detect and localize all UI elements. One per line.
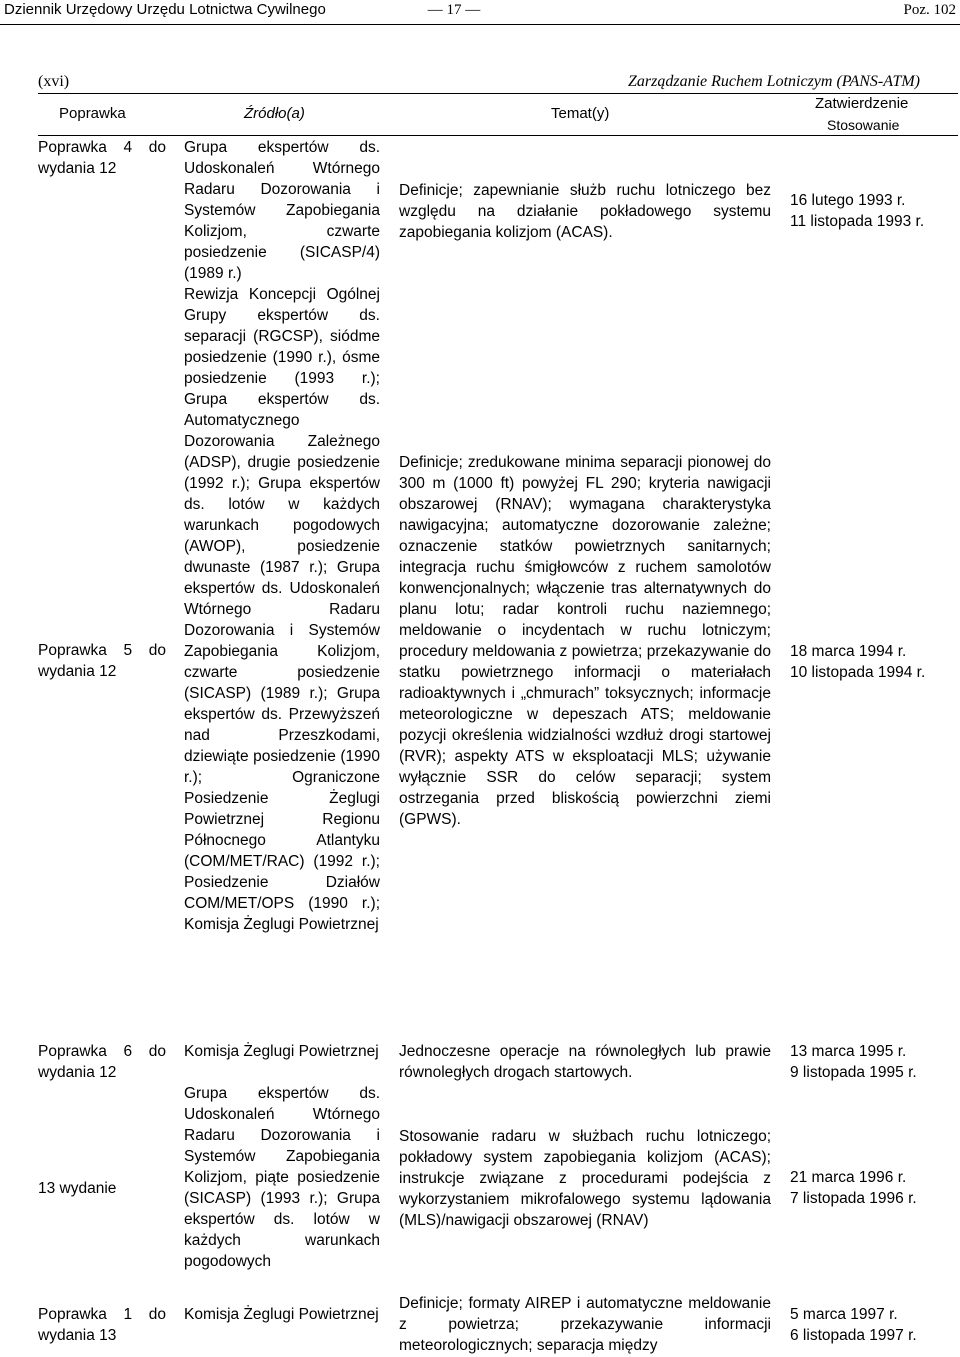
header-rule — [0, 24, 960, 25]
table-row-approved: 5 marca 1997 r. — [790, 1306, 898, 1323]
column-header-temat: Temat(y) — [551, 105, 610, 122]
column-header-poprawka: Poprawka — [59, 105, 126, 122]
table-row-approved: 21 marca 1996 r. — [790, 1169, 907, 1186]
running-header-page: — 17 — — [427, 2, 481, 18]
table-row-subject: Stosowanie radaru w służbach ruchu lotniczego; pokładowy system zapobiegania kolizjom (ACAS); instrukcje związane z procedurami podejścia z wykorzystaniem mikrofalowego systemu lądowania (MLS)/nawigacji obszarowej (RNAV) — [399, 1128, 771, 1229]
running-header-position: Poz. 102 — [903, 2, 956, 18]
table-row-applicable: 9 listopada 1995 r. — [790, 1064, 917, 1081]
section-title: Zarządzanie Ruchem Lotniczym (PANS-ATM) — [628, 73, 920, 90]
table-row-source: Grupa ekspertów ds. Udoskonaleń Wtórnego Radaru Dozorowania i Systemów Zapobiegania Kolizjom, czwarte posiedzenie (SICASP/4) (1989 r.) — [184, 139, 380, 282]
running-header-left: Dziennik Urzędowy Urzędu Lotnictwa Cywilnego — [4, 1, 326, 18]
column-header-zrodlo: Źródło(a) — [244, 105, 305, 122]
table-row-applicable: 6 listopada 1997 r. — [790, 1327, 917, 1344]
column-header-stosowanie: Stosowanie — [827, 117, 900, 133]
table-row-subject: Jednoczesne operacje na równoległych lub prawie równoległych drogach startowych. — [399, 1043, 771, 1081]
table-row-amendment: Poprawka 5 do wydania 12 — [38, 642, 166, 680]
table-row-source: Grupa ekspertów ds. Udoskonaleń Wtórnego Radaru Dozorowania i Systemów Zapobiegania Kolizjom, piąte posiedzenie (SICASP) (1993 r.); Grupa ekspertów ds. lotów w każdych warunkach pogodowych — [184, 1085, 380, 1270]
table-row-source: Rewizja Koncepcji Ogólnej Grupy ekspertów ds. separacji (RGCSP), siódme posiedzenie (1990 r.), ósme posiedzenie (1993 r.); Grupa ekspertów ds. Automatycznego Dozorowania Zależnego (ADSP), drugie posiedzenie (1992 r.); Grupa ekspertów ds. lotów w każdych warunkach pogodowych (AWOP), posiedzenie dwunaste (1987 r.); Grupa ekspertów ds. Udoskonaleń Wtórnego Radaru Dozorowania i Systemów Zapobiegania Kolizjom, czwarte posiedzenie (SICASP) (1989 r.); Grupa ekspertów ds. Przewyższeń nad Przeszkodami, dziewiąte posiedzenie (1990 r.); Ograniczone Posiedzenie Żeglugi Powietrznej Regionu Północnego Atlantyku (COM/MET/RAC) (1992 r.); Posiedzenie Działów COM/MET/OPS (1990 r.); Komisja Żeglugi Powietrznej — [184, 286, 380, 933]
table-row-subject: Definicje; zapewnianie służb ruchu lotniczego bez względu na działanie pokładowego systemu zapobiegania kolizjom (ACAS). — [399, 182, 771, 241]
table-row-approved: 13 marca 1995 r. — [790, 1043, 907, 1060]
table-row-amendment: Poprawka 6 do wydania 12 — [38, 1043, 166, 1081]
table-row-approved: 18 marca 1994 r. — [790, 643, 907, 660]
table-row-amendment: Poprawka 1 do wydania 13 — [38, 1306, 166, 1344]
table-row-subject: Definicje; zredukowane minima separacji pionowej do 300 m (1000 ft) powyżej FL 290; kryteria nawigacji obszarowej (RNAV); wymagana charakterystyka nawigacyjna; automatyczne dozorowanie zależne; oznaczenie statków powietrznych sanitarnych; integracja ruchu śmigłowców z ruchem samolotów konwencjonalnych; włączenie tras alternatywnych do planu lotu; radar kontroli ruchu naziemnego; meldowanie o incydentach w ruchu lotniczym; procedury meldowania z powietrza; przekazywanie do statku powietrznego informacji o materiałach radioaktywnych i „chmurach” toksycznych; informacje meteorologiczne w depeszach ATS; meldowanie pozycji określenia widzialności wzdłuż drogi startowej (RVR); aspekty ATS w eksploatacji MLS; używanie wyłącznie SSR do celów separacji; system ostrzegania przed bliskością powierzchni ziemi (GPWS). — [399, 454, 771, 828]
table-row-applicable: 7 listopada 1996 r. — [790, 1190, 917, 1207]
table-row-subject: Definicje; formaty AIREP i automatyczne meldowanie z powietrza; przekazywanie informacji meteorologicznych; separacja między — [399, 1295, 771, 1354]
table-row-amendment: 13 wydanie — [38, 1180, 117, 1197]
table-row-amendment: Poprawka 4 do wydania 12 — [38, 139, 166, 177]
table-row-source: Komisja Żeglugi Powietrznej — [184, 1306, 379, 1323]
table-row-source: Komisja Żeglugi Powietrznej — [184, 1043, 379, 1060]
column-header-rule — [38, 135, 958, 136]
table-row-applicable: 10 listopada 1994 r. — [790, 664, 926, 681]
table-row-approved: 16 lutego 1993 r. — [790, 192, 906, 209]
table-row-applicable: 11 listopada 1993 r. — [790, 213, 925, 230]
column-header-zatwierdzenie: Zatwierdzenie — [815, 95, 909, 112]
section-number: (xvi) — [38, 73, 70, 90]
